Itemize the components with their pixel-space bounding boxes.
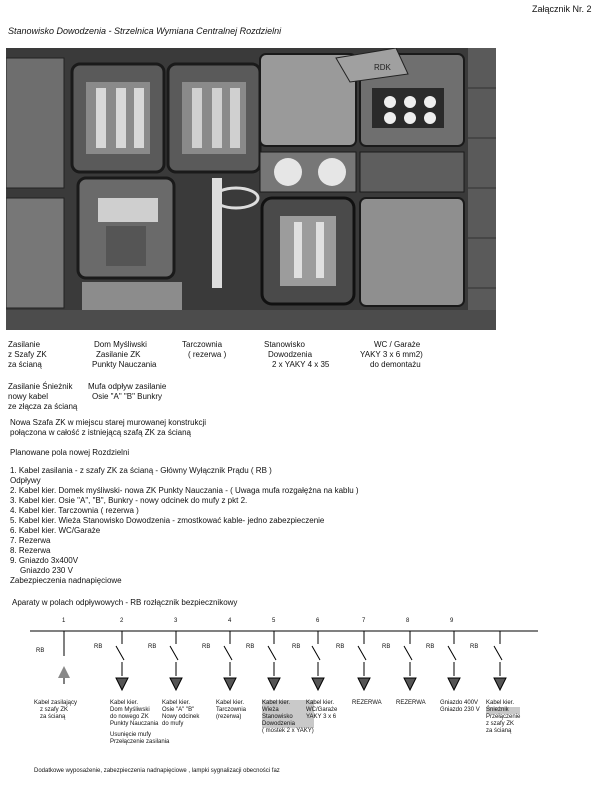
photo-tag: RDK: [374, 63, 391, 72]
label-stanowisko: Stanowisko Dowodzenia 2 x YAKY 4 x 35: [264, 340, 330, 369]
desc-field-8: REZERWA: [396, 700, 426, 706]
field-number: 3: [174, 618, 178, 624]
rb-label: RB: [426, 644, 435, 650]
field-number: 5: [272, 618, 276, 624]
field-number: 2: [120, 618, 124, 624]
planned-list: [10, 466, 359, 586]
busbar-drawing: [30, 616, 570, 696]
list-item: 9. Gniazdo 3x400V: [10, 556, 79, 565]
list-item: 6. Kabel kier. WC/Garaże: [10, 526, 101, 535]
footer-note: Dodatkowe wyposażenie, zabezpieczenia nadnapięciowe , lampki sygnalizacji obecności faz: [34, 768, 280, 774]
rb-label: RB: [382, 644, 391, 650]
list-item: 1. Kabel zasilania - z szafy ZK za ścianą - Główny Wyłącznik Prądu ( RB ): [10, 466, 272, 475]
attachment-number: Załącznik Nr. 2: [532, 4, 592, 14]
list-item: 4. Kabel kier. Tarczownia ( rezerwa ): [10, 506, 139, 515]
field-number: 8: [406, 618, 410, 624]
label-wc-garaze: WC / Garaże YAKY 3 x 6 mm2) do demontażu: [360, 340, 423, 369]
list-item: Gniazdo 230 V: [20, 566, 73, 575]
label-dom-mysliwski: Dom Myśliwski Zasilanie ZK Punkty Nauczania: [92, 340, 157, 369]
diagram-title: Aparaty w polach odpływowych - RB rozłącznik bezpiecznikowy: [12, 598, 238, 607]
breaker-diagram: [30, 616, 570, 752]
rb-label: RB: [292, 644, 301, 650]
desc-field-2: Kabel kier. Dom Myśliwski do nowego ZK Punkty Nauczania Usunięcie mufy Przełączenie zasilania: [110, 700, 170, 745]
note-new-cabinet: Nowa Szafa ZK w miejscu starej murowanej konstrukcji połączona w całość z istniejącą szafą ZK za ścianą: [10, 418, 207, 437]
label-sniesznik: Zasilanie Śnieżnik nowy kabel ze złącza za ścianą: [8, 382, 78, 411]
switchboard-photo: [6, 48, 496, 330]
rb-label: RB: [336, 644, 345, 650]
field-number: 6: [316, 618, 320, 624]
desc-field-9: Gniazdo 400V Gniazdo 230 V: [440, 700, 480, 713]
desc-field-3: Kabel kier. Osie "A" "B" Nowy odcinek do mufy: [162, 700, 200, 727]
field-number: 7: [362, 618, 366, 624]
desc-field-5: Kabel kier. Wieża Stanowisko Dowodzenia ( mostek 2 x YAKY): [262, 700, 314, 734]
rb-label: RB: [246, 644, 255, 650]
rb-label: RB: [202, 644, 211, 650]
list-item: 3. Kabel kier. Osie "A", "B", Bunkry - nowy odcinek do mufy z pkt 2.: [10, 496, 248, 505]
switchboard-drawing: [6, 48, 496, 330]
desc-field-1: Kabel zasilający z szafy ZK za ścianą: [34, 700, 78, 720]
field-number: 4: [228, 618, 232, 624]
list-item: 2. Kabel kier. Domek myśliwski- nowa ZK Punkty Nauczania - ( Uwaga mufa rozgałężna na kablu ): [10, 486, 359, 495]
list-item: Zabezpieczenia nadnapięciowe: [10, 576, 122, 585]
rb-label: RB: [470, 644, 479, 650]
desc-field-6: Kabel kier. WC/Garaże YAKY 3 x 6: [306, 700, 338, 720]
desc-field-4: Kabel kier. Tarczownia (rezerwa): [216, 700, 247, 720]
rb-label: RB: [148, 644, 157, 650]
list-item: Odpływy: [10, 476, 41, 485]
list-item: 8. Rezerwa: [10, 546, 51, 555]
rb-label: RB: [94, 644, 103, 650]
document-title: Stanowisko Dowodzenia - Strzelnica Wymiana Centralnej Rozdzielni: [8, 26, 282, 36]
field-number: 9: [450, 618, 454, 624]
desc-field-10: Kabel kier. Śnieżnik Przełączenie z szafy ZK za ścianą: [486, 700, 521, 734]
list-item: 5. Kabel kier. Wieża Stanowisko Dowodzenia - zmostkować kable- jedno zabezpieczenie: [10, 516, 325, 525]
desc-field-7: REZERWA: [352, 700, 382, 706]
field-number: 1: [62, 618, 66, 624]
label-mufa: Mufa odpływ zasilanie Osie "A" "B" Bunkry: [88, 382, 167, 401]
label-zasilanie: Zasilanie z Szafy ZK za ścianą: [8, 340, 47, 369]
rb-label: RB: [36, 648, 45, 654]
list-item: 7. Rezerwa: [10, 536, 51, 545]
label-tarczownia: Tarczownia ( rezerwa ): [182, 340, 227, 359]
planned-title: Planowane pola nowej Rozdzielni: [10, 448, 130, 457]
